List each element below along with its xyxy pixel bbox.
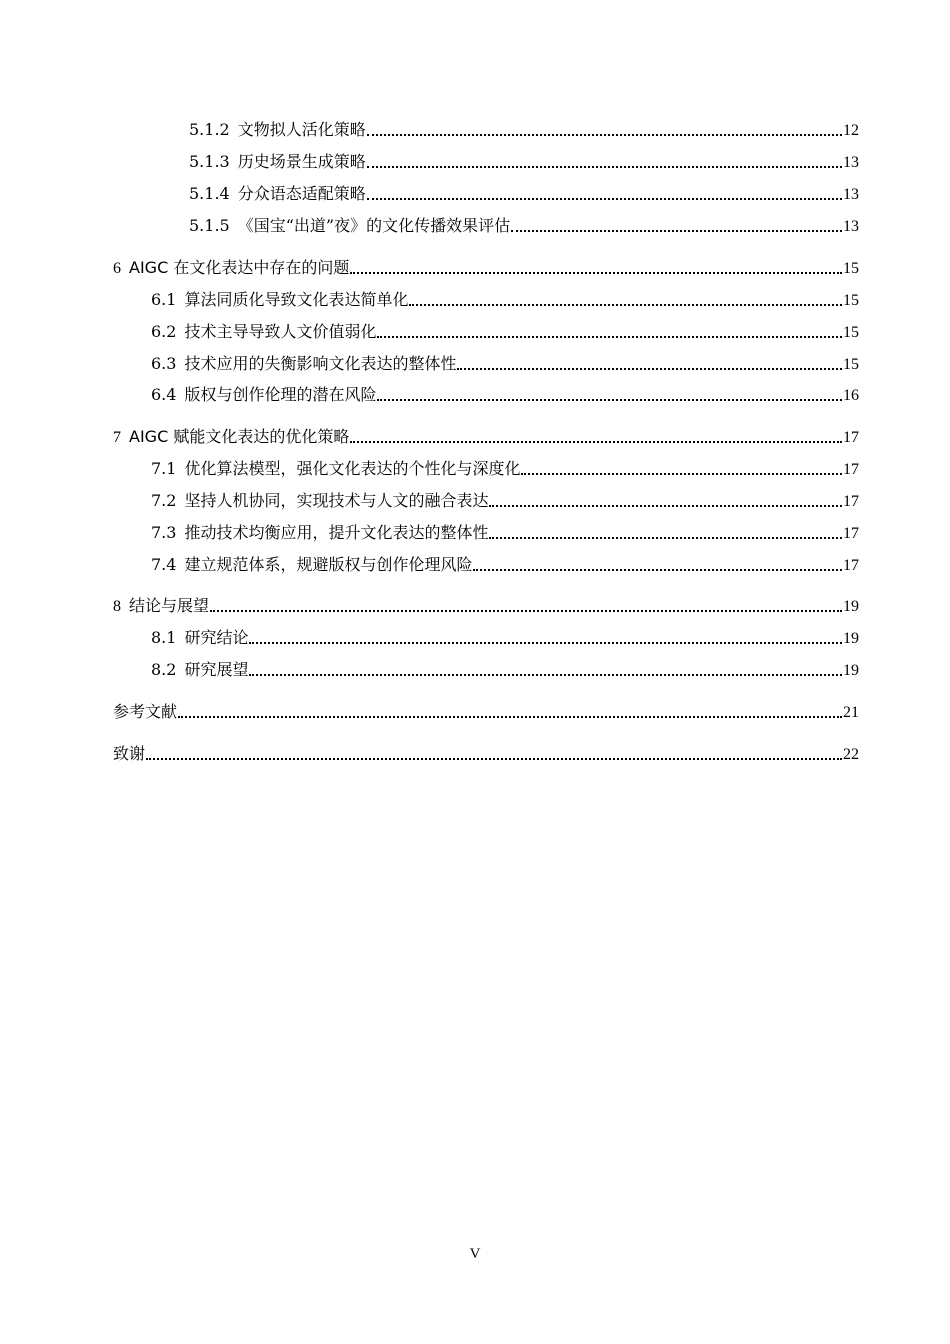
toc-leader-dots [489,505,842,507]
toc-leader-dots [457,368,842,370]
toc-entry-page: 15 [843,292,859,309]
toc-leader-dots [146,758,842,760]
toc-entry-number: 7.4 [151,555,177,574]
toc-entry-number: 7.3 [151,523,177,542]
toc-entry-number: 7 [113,429,121,446]
toc-entry-6-3[interactable] [151,352,859,376]
toc-entry-title: 参考文献 [113,702,178,721]
toc-entry-title: 推动技术均衡应用，提升文化表达的整体性 [184,523,489,542]
toc-leader-dots [249,674,842,676]
toc-entry-6[interactable] [113,256,859,280]
toc-leader-dots [367,134,842,136]
toc-entry-title: 《国宝“出道”夜》的文化传播效果评估 [237,216,511,235]
toc-leader-dots [521,473,842,475]
toc-leader-dots [511,230,842,232]
toc-entry-title: 版权与创作伦理的潜在风险 [184,385,377,404]
toc-entry-number: 5.1.4 [189,184,230,203]
toc-leader-dots [350,441,842,443]
toc-entry-number: 5.1.3 [189,152,230,171]
toc-entry-title: 技术主导导致人文价值弱化 [184,322,377,341]
toc-entry-page: 22 [843,746,859,763]
toc-entry-number: 8.2 [151,660,177,679]
toc-entry-number: 6.2 [151,322,177,341]
toc-leader-dots [210,610,842,612]
toc-entry-number: 6.4 [151,385,177,404]
toc-entry-title: 致谢 [113,744,146,763]
toc-entry-8-2[interactable] [151,658,859,682]
toc-entry-page: 12 [843,122,859,139]
toc-entry-references[interactable] [113,700,859,724]
toc-entry-page: 19 [843,598,859,615]
toc-leader-dots [473,569,842,571]
toc-entry-page: 17 [843,493,859,510]
toc-leader-dots [377,336,842,338]
toc-entry-number: 8.1 [151,628,177,647]
toc-leader-dots [377,399,842,401]
toc-entry-page: 13 [843,154,859,171]
toc-leader-dots [367,166,842,168]
toc-entry-8-1[interactable] [151,626,859,650]
toc-entry-number: 6.1 [151,290,177,309]
toc-entry-title: 算法同质化导致文化表达简单化 [184,290,409,309]
toc-entry-page: 17 [843,429,859,446]
toc-entry-title: 分众语态适配策略 [237,184,366,203]
page-number: V [469,1246,481,1262]
toc-entry-title: 文物拟人活化策略 [237,120,366,139]
toc-entry-number: 6.3 [151,354,177,373]
toc-entry-7[interactable] [113,425,859,449]
toc-entry-number: 8 [113,598,121,615]
toc-entry-number: 7.1 [151,459,177,478]
toc-entry-number: 5.1.2 [189,120,230,139]
toc-entry-6-1[interactable] [151,288,859,312]
toc-entry-title: 研究结论 [184,628,249,647]
toc-leader-dots [249,642,842,644]
toc-entry-page: 21 [843,704,859,721]
toc-entry-page: 17 [843,525,859,542]
toc-entry-title: 结论与展望 [129,596,210,615]
toc-entry-number: 6 [113,260,121,277]
toc-entry-5-1-5[interactable] [189,214,859,238]
toc-entry-page: 13 [843,218,859,235]
toc-entry-page: 15 [843,324,859,341]
toc-entry-5-1-4[interactable] [189,182,859,206]
toc-leader-dots [350,272,842,274]
toc-entry-6-2[interactable] [151,320,859,344]
toc-entry-page: 17 [843,461,859,478]
toc-entry-number: 7.2 [151,491,177,510]
toc-entry-page: 15 [843,356,859,373]
toc-entry-page: 17 [843,557,859,574]
toc-entry-title: 历史场景生成策略 [237,152,366,171]
toc-entry-6-4[interactable] [151,383,859,407]
toc-entry-title: 坚持人机协同，实现技术与人文的融合表达 [184,491,489,510]
toc-entry-page: 16 [843,387,859,404]
toc-entry-7-3[interactable] [151,521,859,545]
toc-entry-title: 研究展望 [184,660,249,679]
toc-entry-acknowledgements[interactable] [113,742,859,766]
toc-entry-title: 建立规范体系，规避版权与创作伦理风险 [184,555,473,574]
toc-entry-7-2[interactable] [151,489,859,513]
toc-leader-dots [367,198,842,200]
toc-entry-5-1-2[interactable] [189,118,859,142]
toc-entry-title: AIGC 在文化表达中存在的问题 [129,258,350,277]
toc-entry-title: AIGC 赋能文化表达的优化策略 [129,427,350,446]
toc-leader-dots [489,537,842,539]
toc-leader-dots [178,716,842,718]
toc-leader-dots [409,304,842,306]
toc-entry-title: 优化算法模型，强化文化表达的个性化与深度化 [184,459,521,478]
toc-entry-page: 19 [843,630,859,647]
toc-entry-page: 13 [843,186,859,203]
toc-entry-7-4[interactable] [151,553,859,577]
toc-entry-7-1[interactable] [151,457,859,481]
toc-entry-number: 5.1.5 [189,216,230,235]
toc-entry-title: 技术应用的失衡影响文化表达的整体性 [184,354,457,373]
toc-entry-page: 19 [843,662,859,679]
toc-entry-5-1-3[interactable] [189,150,859,174]
toc-entry-8[interactable] [113,594,859,618]
toc-entry-page: 15 [843,260,859,277]
